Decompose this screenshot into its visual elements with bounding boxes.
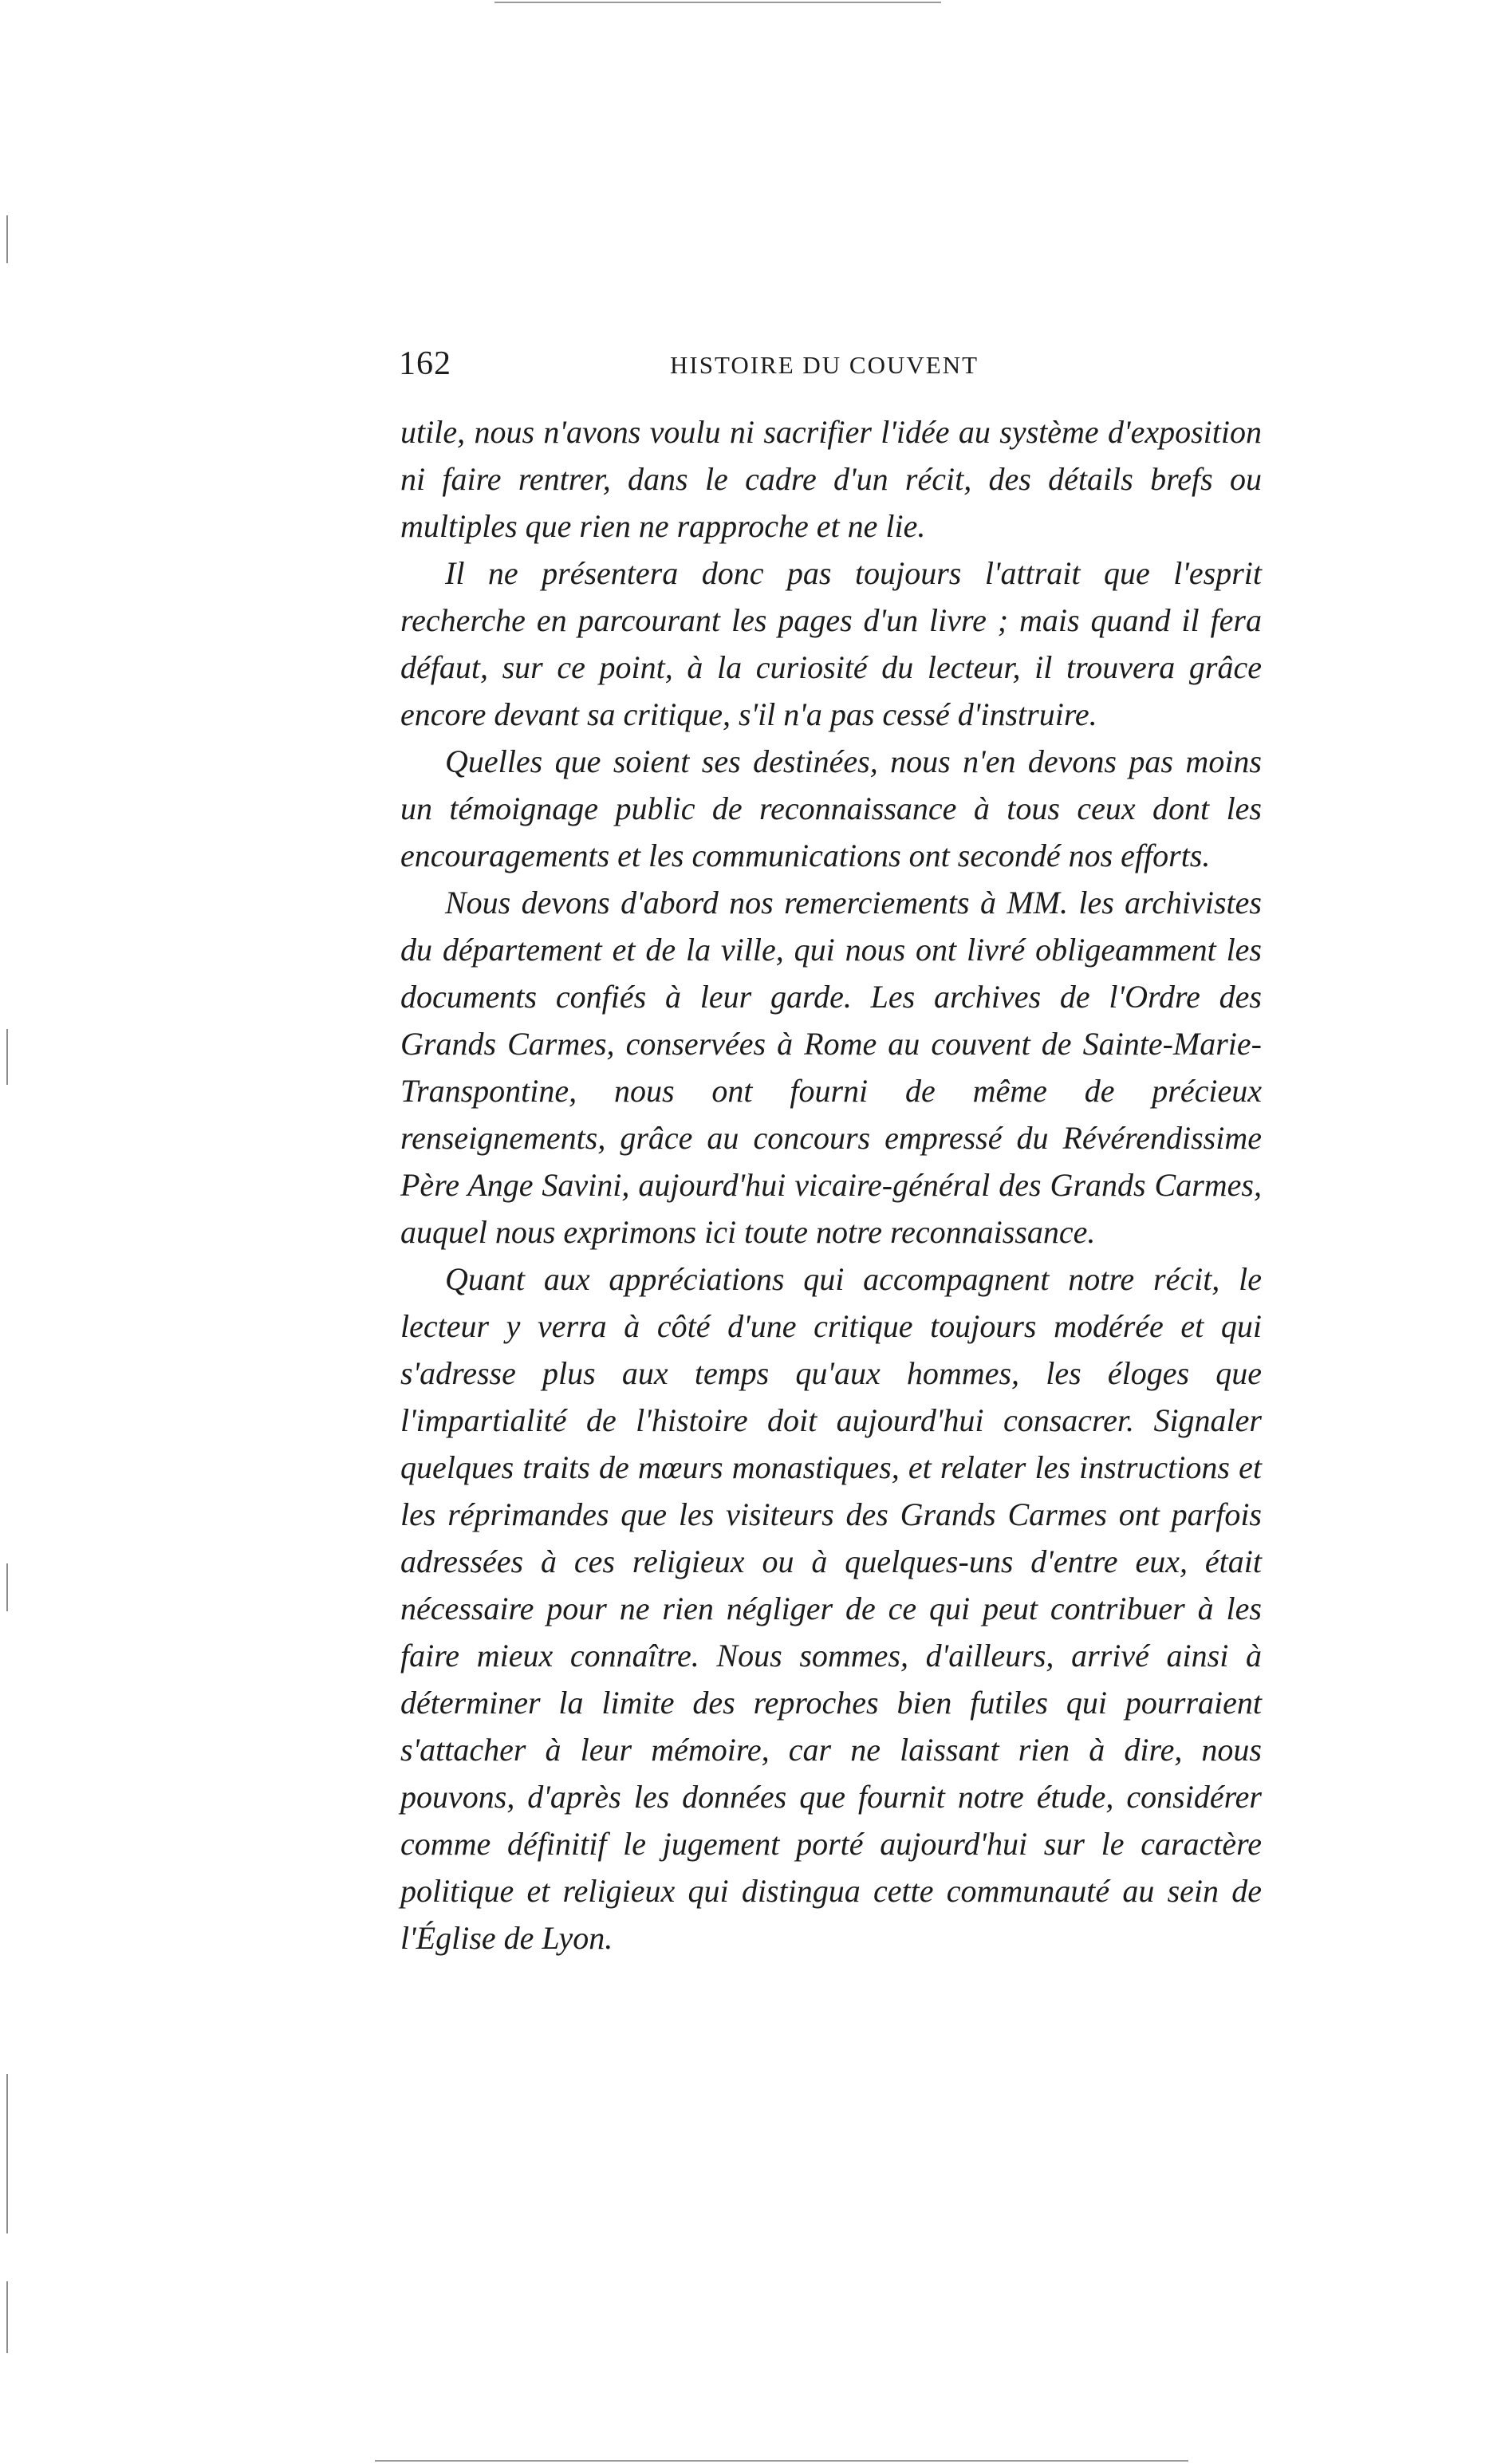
page-number: 162 [399, 345, 451, 382]
paragraph: Nous devons d'abord nos remerciements à MM. les archivistes du département et de la ville, qui nous ont livré obligeamment les documents confiés à leur garde. Les archives de l'Ordre des Grands Carmes, conservées à Rome au couvent de Sainte-Marie-Transpontine, nous ont fourni de même de précieux renseignements, grâce au concours empressé du Révérendissime Père Ange Savini, aujourd'hui vicaire-général des Grands Carmes, auquel nous exprimons ici toute notre reconnaissance. [400, 885, 1262, 1250]
paragraph: Quant aux appréciations qui accompagnent notre récit, le lecteur y verra à côté d'une critique toujours modérée et qui s'adresse plus aux temps qu'aux hommes, les éloges que l'impartialité de l'histoire doit aujourd'hui consacrer. Signaler quelques traits de mœurs monastiques, et relater les instructions et les réprimandes que les visiteurs des Grands Carmes ont parfois adressées à ces religieux ou à quelques-uns d'entre eux, était nécessaire pour ne rien négliger de ce qui peut contribuer à les faire mieux connaître. Nous sommes, d'ailleurs, arrivé ainsi à déterminer la limite des reproches bien futiles qui pourraient s'attacher à leur mémoire, car ne laissant rien à dire, nous pouvons, d'après les données que fournit notre étude, considérer comme définitif le jugement porté aujourd'hui sur le caractère politique et religieux qui distingua cette communauté au sein de l'Église de Lyon. [400, 1261, 1262, 1956]
scan-left-mark [6, 2074, 8, 2233]
paragraph: utile, nous n'avons voulu ni sacrifier l'idée au système d'exposition ni faire rentrer, dans le cadre d'un récit, des détails brefs ou multiples que rien ne rapproche et ne lie. [400, 414, 1262, 544]
scan-left-mark [6, 1563, 8, 1611]
scan-left-mark [6, 215, 8, 263]
running-title: HISTOIRE DU COUVENT [670, 351, 979, 379]
page-header [399, 345, 1244, 392]
scan-top-rule [494, 2, 941, 3]
scan-left-mark [6, 2281, 8, 2353]
body-text [400, 408, 1262, 1961]
paragraph: Quelles que soient ses destinées, nous n'en devons pas moins un témoignage public de reconnaissance à tous ceux dont les encouragements et les communications ont secondé nos efforts. [400, 743, 1262, 873]
scan-left-mark [6, 1029, 8, 1085]
scan-bottom-rule [375, 2460, 1188, 2462]
paragraph: Il ne présentera donc pas toujours l'attrait que l'esprit recherche en parcourant les pages d'un livre ; mais quand il fera défaut, sur ce point, à la curiosité du lecteur, il trouvera grâce encore devant sa critique, s'il n'a pas cessé d'instruire. [400, 555, 1262, 732]
